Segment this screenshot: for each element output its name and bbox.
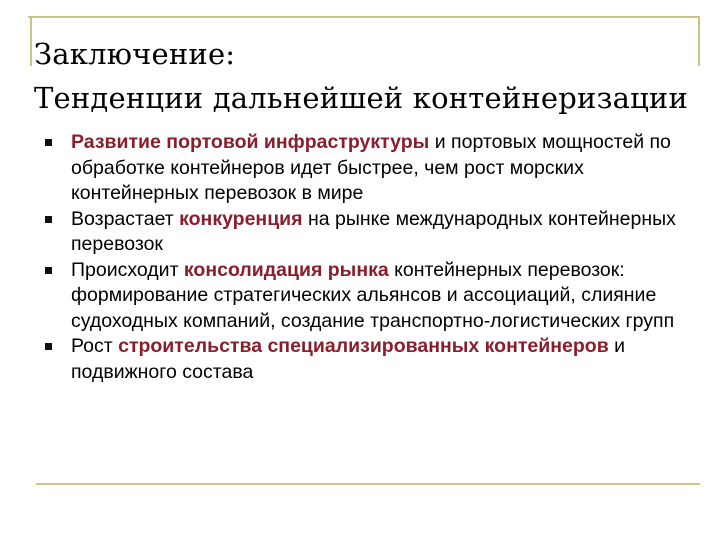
square-bullet-icon (45, 343, 52, 350)
bullet-item-market-consolidation (42, 258, 692, 335)
highlight-market-consolidation: консолидация рынка (183, 258, 389, 281)
bullet-prefix-competition: Возрастает (71, 207, 180, 230)
slide-title (34, 32, 704, 120)
bullet-prefix-market-consolidation: Происходит (71, 258, 184, 281)
bullet-text-specialized-containers: и подвижного состава (71, 335, 625, 383)
square-bullet-icon (45, 267, 52, 274)
left-decorative-line (30, 16, 32, 66)
slide-title-line-2: Тенденции дальнейшей контейнеризации (34, 81, 688, 115)
bullet-text-competition: на рынке международных контейнерных перевозок (71, 207, 676, 255)
bullet-prefix-specialized-containers: Рост (71, 335, 119, 357)
bullet-item-port-infrastructure (42, 130, 692, 207)
highlight-competition: конкуренция (179, 207, 303, 230)
square-bullet-icon (45, 139, 52, 146)
bullet-item-specialized-containers (42, 334, 692, 385)
bullet-item-competition (42, 207, 692, 258)
bottom-decorative-line (36, 483, 700, 485)
highlight-port-infrastructure: Развитие портовой инфраструктуры (71, 131, 430, 153)
top-decorative-line (28, 16, 700, 18)
slide-title-line-1: Заключение: (34, 37, 236, 71)
bullet-list (42, 130, 692, 385)
bullet-text-market-consolidation: контейнерных перевозок: формирование стратегических альянсов и ассоциаций, слияние судоходных компаний, создание транспортно-логистических групп (71, 258, 675, 332)
highlight-specialized-containers: строительства специализированных контейнеров (118, 335, 609, 357)
bullet-text-port-infrastructure: и портовых мощностей по обработке контейнеров идет быстрее, чем рост морских контейнерных перевозок в мире (71, 131, 671, 204)
square-bullet-icon (45, 216, 52, 223)
